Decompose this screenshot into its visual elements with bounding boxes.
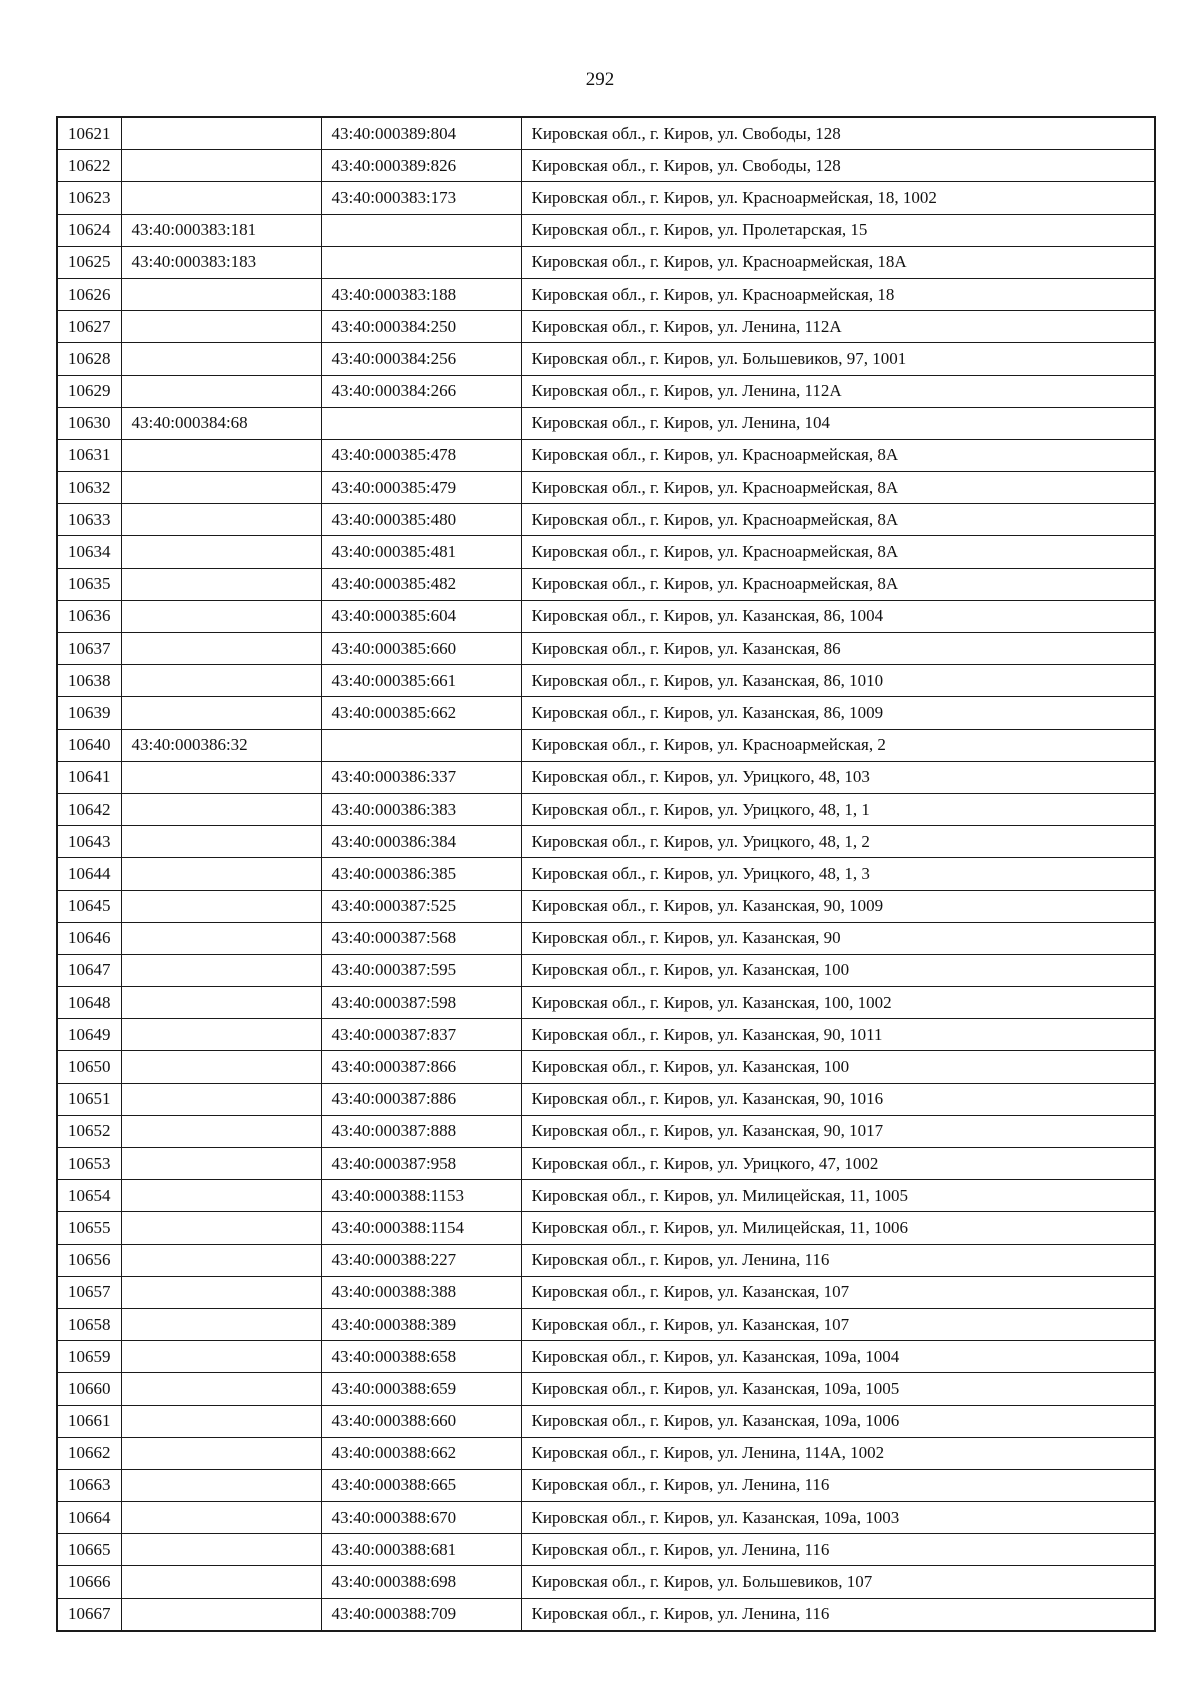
row-number-cell: 10636 bbox=[57, 600, 121, 632]
building-cadastral-cell: 43:40:000387:598 bbox=[321, 987, 521, 1019]
address-cell: Кировская обл., г. Киров, ул. Казанская, 100 bbox=[521, 1051, 1155, 1083]
address-cell: Кировская обл., г. Киров, ул. Казанская, 90, 1016 bbox=[521, 1083, 1155, 1115]
row-number-cell: 10645 bbox=[57, 890, 121, 922]
row-number-cell: 10647 bbox=[57, 954, 121, 986]
building-cadastral-cell: 43:40:000388:227 bbox=[321, 1244, 521, 1276]
table-row bbox=[57, 375, 1155, 407]
building-cadastral-cell: 43:40:000384:250 bbox=[321, 311, 521, 343]
address-cell: Кировская обл., г. Киров, ул. Ленина, 116 bbox=[521, 1244, 1155, 1276]
land-parcel-cadastral-cell bbox=[121, 343, 321, 375]
row-number-cell: 10648 bbox=[57, 987, 121, 1019]
address-cell: Кировская обл., г. Киров, ул. Казанская, 100, 1002 bbox=[521, 987, 1155, 1019]
row-number-cell: 10642 bbox=[57, 793, 121, 825]
land-parcel-cadastral-cell bbox=[121, 1244, 321, 1276]
building-cadastral-cell: 43:40:000389:826 bbox=[321, 150, 521, 182]
table-row bbox=[57, 117, 1155, 150]
address-cell: Кировская обл., г. Киров, ул. Ленина, 112А bbox=[521, 311, 1155, 343]
table-row bbox=[57, 1051, 1155, 1083]
land-parcel-cadastral-cell bbox=[121, 1437, 321, 1469]
address-cell: Кировская обл., г. Киров, ул. Красноармейская, 8А bbox=[521, 472, 1155, 504]
building-cadastral-cell: 43:40:000388:1153 bbox=[321, 1180, 521, 1212]
land-parcel-cadastral-cell bbox=[121, 1469, 321, 1501]
land-parcel-cadastral-cell bbox=[121, 1341, 321, 1373]
row-number-cell: 10654 bbox=[57, 1180, 121, 1212]
land-parcel-cadastral-cell bbox=[121, 633, 321, 665]
table-row bbox=[57, 504, 1155, 536]
building-cadastral-cell: 43:40:000388:662 bbox=[321, 1437, 521, 1469]
land-parcel-cadastral-cell bbox=[121, 568, 321, 600]
address-cell: Кировская обл., г. Киров, ул. Урицкого, 47, 1002 bbox=[521, 1148, 1155, 1180]
address-cell: Кировская обл., г. Киров, ул. Казанская, 109а, 1003 bbox=[521, 1502, 1155, 1534]
address-cell: Кировская обл., г. Киров, ул. Урицкого, 48, 103 bbox=[521, 761, 1155, 793]
land-parcel-cadastral-cell bbox=[121, 1115, 321, 1147]
row-number-cell: 10621 bbox=[57, 117, 121, 150]
address-cell: Кировская обл., г. Киров, ул. Большевиков, 97, 1001 bbox=[521, 343, 1155, 375]
row-number-cell: 10635 bbox=[57, 568, 121, 600]
table-row bbox=[57, 1566, 1155, 1598]
row-number-cell: 10653 bbox=[57, 1148, 121, 1180]
building-cadastral-cell: 43:40:000385:482 bbox=[321, 568, 521, 600]
row-number-cell: 10638 bbox=[57, 665, 121, 697]
building-cadastral-cell: 43:40:000385:480 bbox=[321, 504, 521, 536]
table-row bbox=[57, 278, 1155, 310]
row-number-cell: 10628 bbox=[57, 343, 121, 375]
address-cell: Кировская обл., г. Киров, ул. Ленина, 116 bbox=[521, 1598, 1155, 1631]
address-cell: Кировская обл., г. Киров, ул. Пролетарская, 15 bbox=[521, 214, 1155, 246]
address-cell: Кировская обл., г. Киров, ул. Урицкого, 48, 1, 3 bbox=[521, 858, 1155, 890]
table-row bbox=[57, 987, 1155, 1019]
row-number-cell: 10623 bbox=[57, 182, 121, 214]
table-row bbox=[57, 1341, 1155, 1373]
table-row bbox=[57, 761, 1155, 793]
row-number-cell: 10646 bbox=[57, 922, 121, 954]
row-number-cell: 10629 bbox=[57, 375, 121, 407]
page-number: 292 bbox=[585, 69, 615, 90]
table-row bbox=[57, 922, 1155, 954]
table-row bbox=[57, 1308, 1155, 1340]
address-cell: Кировская обл., г. Киров, ул. Ленина, 104 bbox=[521, 407, 1155, 439]
building-cadastral-cell: 43:40:000385:478 bbox=[321, 439, 521, 471]
table-row bbox=[57, 1180, 1155, 1212]
land-parcel-cadastral-cell bbox=[121, 1502, 321, 1534]
building-cadastral-cell: 43:40:000388:389 bbox=[321, 1308, 521, 1340]
table-row bbox=[57, 1276, 1155, 1308]
table-row bbox=[57, 1405, 1155, 1437]
land-parcel-cadastral-cell bbox=[121, 987, 321, 1019]
table-row bbox=[57, 1083, 1155, 1115]
building-cadastral-cell: 43:40:000389:804 bbox=[321, 117, 521, 150]
table-row bbox=[57, 1019, 1155, 1051]
row-number-cell: 10626 bbox=[57, 278, 121, 310]
row-number-cell: 10639 bbox=[57, 697, 121, 729]
land-parcel-cadastral-cell bbox=[121, 182, 321, 214]
row-number-cell: 10649 bbox=[57, 1019, 121, 1051]
address-cell: Кировская обл., г. Киров, ул. Ленина, 116 bbox=[521, 1469, 1155, 1501]
building-cadastral-cell bbox=[321, 407, 521, 439]
row-number-cell: 10622 bbox=[57, 150, 121, 182]
address-cell: Кировская обл., г. Киров, ул. Урицкого, 48, 1, 1 bbox=[521, 793, 1155, 825]
row-number-cell: 10657 bbox=[57, 1276, 121, 1308]
table-row bbox=[57, 1598, 1155, 1631]
land-parcel-cadastral-cell bbox=[121, 1051, 321, 1083]
table-row bbox=[57, 311, 1155, 343]
building-cadastral-cell: 43:40:000387:525 bbox=[321, 890, 521, 922]
building-cadastral-cell: 43:40:000388:658 bbox=[321, 1341, 521, 1373]
row-number-cell: 10631 bbox=[57, 439, 121, 471]
table-row bbox=[57, 1469, 1155, 1501]
row-number-cell: 10652 bbox=[57, 1115, 121, 1147]
land-parcel-cadastral-cell bbox=[121, 665, 321, 697]
table-row bbox=[57, 536, 1155, 568]
land-parcel-cadastral-cell bbox=[121, 761, 321, 793]
land-parcel-cadastral-cell bbox=[121, 375, 321, 407]
address-cell: Кировская обл., г. Киров, ул. Большевиков, 107 bbox=[521, 1566, 1155, 1598]
table-row bbox=[57, 1534, 1155, 1566]
building-cadastral-cell: 43:40:000388:670 bbox=[321, 1502, 521, 1534]
land-parcel-cadastral-cell bbox=[121, 1405, 321, 1437]
building-cadastral-cell: 43:40:000387:866 bbox=[321, 1051, 521, 1083]
row-number-cell: 10625 bbox=[57, 246, 121, 278]
land-parcel-cadastral-cell: 43:40:000386:32 bbox=[121, 729, 321, 761]
land-parcel-cadastral-cell bbox=[121, 954, 321, 986]
land-parcel-cadastral-cell bbox=[121, 1566, 321, 1598]
address-cell: Кировская обл., г. Киров, ул. Казанская, 109а, 1006 bbox=[521, 1405, 1155, 1437]
table-row bbox=[57, 1115, 1155, 1147]
building-cadastral-cell: 43:40:000387:888 bbox=[321, 1115, 521, 1147]
building-cadastral-cell: 43:40:000383:173 bbox=[321, 182, 521, 214]
land-parcel-cadastral-cell bbox=[121, 439, 321, 471]
building-cadastral-cell: 43:40:000384:266 bbox=[321, 375, 521, 407]
table-row bbox=[57, 1502, 1155, 1534]
row-number-cell: 10641 bbox=[57, 761, 121, 793]
table-row bbox=[57, 793, 1155, 825]
building-cadastral-cell bbox=[321, 729, 521, 761]
building-cadastral-cell: 43:40:000385:660 bbox=[321, 633, 521, 665]
address-cell: Кировская обл., г. Киров, ул. Красноармейская, 18А bbox=[521, 246, 1155, 278]
table-row bbox=[57, 407, 1155, 439]
building-cadastral-cell: 43:40:000384:256 bbox=[321, 343, 521, 375]
address-cell: Кировская обл., г. Киров, ул. Казанская, 90 bbox=[521, 922, 1155, 954]
row-number-cell: 10661 bbox=[57, 1405, 121, 1437]
building-cadastral-cell: 43:40:000387:837 bbox=[321, 1019, 521, 1051]
building-cadastral-cell: 43:40:000387:568 bbox=[321, 922, 521, 954]
land-parcel-cadastral-cell bbox=[121, 1373, 321, 1405]
building-cadastral-cell: 43:40:000388:681 bbox=[321, 1534, 521, 1566]
building-cadastral-cell: 43:40:000388:659 bbox=[321, 1373, 521, 1405]
row-number-cell: 10643 bbox=[57, 826, 121, 858]
row-number-cell: 10662 bbox=[57, 1437, 121, 1469]
row-number-cell: 10651 bbox=[57, 1083, 121, 1115]
row-number-cell: 10666 bbox=[57, 1566, 121, 1598]
building-cadastral-cell: 43:40:000385:479 bbox=[321, 472, 521, 504]
building-cadastral-cell: 43:40:000388:660 bbox=[321, 1405, 521, 1437]
building-cadastral-cell: 43:40:000386:384 bbox=[321, 826, 521, 858]
table-row bbox=[57, 826, 1155, 858]
registry-table-body bbox=[57, 117, 1155, 1631]
building-cadastral-cell: 43:40:000388:698 bbox=[321, 1566, 521, 1598]
land-parcel-cadastral-cell bbox=[121, 1276, 321, 1308]
table-row bbox=[57, 150, 1155, 182]
address-cell: Кировская обл., г. Киров, ул. Красноармейская, 18, 1002 bbox=[521, 182, 1155, 214]
building-cadastral-cell: 43:40:000387:595 bbox=[321, 954, 521, 986]
row-number-cell: 10667 bbox=[57, 1598, 121, 1631]
row-number-cell: 10664 bbox=[57, 1502, 121, 1534]
building-cadastral-cell: 43:40:000386:337 bbox=[321, 761, 521, 793]
address-cell: Кировская обл., г. Киров, ул. Казанская, 90, 1017 bbox=[521, 1115, 1155, 1147]
address-cell: Кировская обл., г. Киров, ул. Красноармейская, 8А bbox=[521, 504, 1155, 536]
row-number-cell: 10627 bbox=[57, 311, 121, 343]
table-row bbox=[57, 1148, 1155, 1180]
address-cell: Кировская обл., г. Киров, ул. Казанская, 86, 1004 bbox=[521, 600, 1155, 632]
address-cell: Кировская обл., г. Киров, ул. Милицейская, 11, 1006 bbox=[521, 1212, 1155, 1244]
address-cell: Кировская обл., г. Киров, ул. Казанская, 100 bbox=[521, 954, 1155, 986]
building-cadastral-cell: 43:40:000385:604 bbox=[321, 600, 521, 632]
address-cell: Кировская обл., г. Киров, ул. Свободы, 128 bbox=[521, 150, 1155, 182]
row-number-cell: 10634 bbox=[57, 536, 121, 568]
building-cadastral-cell: 43:40:000385:661 bbox=[321, 665, 521, 697]
building-cadastral-cell: 43:40:000387:958 bbox=[321, 1148, 521, 1180]
land-parcel-cadastral-cell bbox=[121, 858, 321, 890]
building-cadastral-cell: 43:40:000388:388 bbox=[321, 1276, 521, 1308]
address-cell: Кировская обл., г. Киров, ул. Милицейская, 11, 1005 bbox=[521, 1180, 1155, 1212]
address-cell: Кировская обл., г. Киров, ул. Свободы, 128 bbox=[521, 117, 1155, 150]
building-cadastral-cell: 43:40:000387:886 bbox=[321, 1083, 521, 1115]
registry-table bbox=[56, 116, 1156, 1632]
table-row bbox=[57, 246, 1155, 278]
land-parcel-cadastral-cell bbox=[121, 278, 321, 310]
building-cadastral-cell: 43:40:000385:662 bbox=[321, 697, 521, 729]
table-row bbox=[57, 182, 1155, 214]
row-number-cell: 10633 bbox=[57, 504, 121, 536]
address-cell: Кировская обл., г. Киров, ул. Красноармейская, 8А bbox=[521, 568, 1155, 600]
land-parcel-cadastral-cell bbox=[121, 600, 321, 632]
table-row bbox=[57, 697, 1155, 729]
table-row bbox=[57, 1244, 1155, 1276]
row-number-cell: 10660 bbox=[57, 1373, 121, 1405]
land-parcel-cadastral-cell bbox=[121, 1083, 321, 1115]
building-cadastral-cell: 43:40:000388:665 bbox=[321, 1469, 521, 1501]
land-parcel-cadastral-cell: 43:40:000383:181 bbox=[121, 214, 321, 246]
address-cell: Кировская обл., г. Киров, ул. Ленина, 114А, 1002 bbox=[521, 1437, 1155, 1469]
building-cadastral-cell: 43:40:000388:709 bbox=[321, 1598, 521, 1631]
land-parcel-cadastral-cell bbox=[121, 1180, 321, 1212]
address-cell: Кировская обл., г. Киров, ул. Красноармейская, 2 bbox=[521, 729, 1155, 761]
row-number-cell: 10665 bbox=[57, 1534, 121, 1566]
table-row bbox=[57, 890, 1155, 922]
land-parcel-cadastral-cell bbox=[121, 1212, 321, 1244]
land-parcel-cadastral-cell: 43:40:000383:183 bbox=[121, 246, 321, 278]
land-parcel-cadastral-cell bbox=[121, 311, 321, 343]
address-cell: Кировская обл., г. Киров, ул. Казанская, 107 bbox=[521, 1308, 1155, 1340]
address-cell: Кировская обл., г. Киров, ул. Казанская, 86 bbox=[521, 633, 1155, 665]
row-number-cell: 10640 bbox=[57, 729, 121, 761]
building-cadastral-cell bbox=[321, 214, 521, 246]
row-number-cell: 10637 bbox=[57, 633, 121, 665]
address-cell: Кировская обл., г. Киров, ул. Казанская, 86, 1010 bbox=[521, 665, 1155, 697]
building-cadastral-cell: 43:40:000385:481 bbox=[321, 536, 521, 568]
land-parcel-cadastral-cell bbox=[121, 1598, 321, 1631]
table-row bbox=[57, 954, 1155, 986]
row-number-cell: 10655 bbox=[57, 1212, 121, 1244]
land-parcel-cadastral-cell bbox=[121, 922, 321, 954]
building-cadastral-cell: 43:40:000383:188 bbox=[321, 278, 521, 310]
address-cell: Кировская обл., г. Киров, ул. Красноармейская, 8А bbox=[521, 439, 1155, 471]
land-parcel-cadastral-cell bbox=[121, 697, 321, 729]
address-cell: Кировская обл., г. Киров, ул. Ленина, 112А bbox=[521, 375, 1155, 407]
building-cadastral-cell: 43:40:000386:383 bbox=[321, 793, 521, 825]
address-cell: Кировская обл., г. Киров, ул. Красноармейская, 18 bbox=[521, 278, 1155, 310]
table-row bbox=[57, 729, 1155, 761]
land-parcel-cadastral-cell bbox=[121, 826, 321, 858]
building-cadastral-cell: 43:40:000388:1154 bbox=[321, 1212, 521, 1244]
address-cell: Кировская обл., г. Киров, ул. Урицкого, 48, 1, 2 bbox=[521, 826, 1155, 858]
row-number-cell: 10659 bbox=[57, 1341, 121, 1373]
row-number-cell: 10644 bbox=[57, 858, 121, 890]
address-cell: Кировская обл., г. Киров, ул. Красноармейская, 8А bbox=[521, 536, 1155, 568]
table-row bbox=[57, 472, 1155, 504]
table-row bbox=[57, 665, 1155, 697]
row-number-cell: 10632 bbox=[57, 472, 121, 504]
row-number-cell: 10663 bbox=[57, 1469, 121, 1501]
row-number-cell: 10650 bbox=[57, 1051, 121, 1083]
table-row bbox=[57, 1373, 1155, 1405]
table-row bbox=[57, 1212, 1155, 1244]
land-parcel-cadastral-cell bbox=[121, 793, 321, 825]
address-cell: Кировская обл., г. Киров, ул. Казанская, 86, 1009 bbox=[521, 697, 1155, 729]
land-parcel-cadastral-cell bbox=[121, 1148, 321, 1180]
address-cell: Кировская обл., г. Киров, ул. Ленина, 116 bbox=[521, 1534, 1155, 1566]
table-row bbox=[57, 568, 1155, 600]
land-parcel-cadastral-cell bbox=[121, 1019, 321, 1051]
row-number-cell: 10656 bbox=[57, 1244, 121, 1276]
land-parcel-cadastral-cell bbox=[121, 504, 321, 536]
land-parcel-cadastral-cell bbox=[121, 150, 321, 182]
table-row bbox=[57, 439, 1155, 471]
address-cell: Кировская обл., г. Киров, ул. Казанская, 109а, 1005 bbox=[521, 1373, 1155, 1405]
table-row bbox=[57, 1437, 1155, 1469]
building-cadastral-cell bbox=[321, 246, 521, 278]
address-cell: Кировская обл., г. Киров, ул. Казанская, 90, 1009 bbox=[521, 890, 1155, 922]
land-parcel-cadastral-cell: 43:40:000384:68 bbox=[121, 407, 321, 439]
row-number-cell: 10624 bbox=[57, 214, 121, 246]
row-number-cell: 10630 bbox=[57, 407, 121, 439]
land-parcel-cadastral-cell bbox=[121, 1534, 321, 1566]
table-row bbox=[57, 600, 1155, 632]
land-parcel-cadastral-cell bbox=[121, 890, 321, 922]
land-parcel-cadastral-cell bbox=[121, 536, 321, 568]
address-cell: Кировская обл., г. Киров, ул. Казанская, 90, 1011 bbox=[521, 1019, 1155, 1051]
land-parcel-cadastral-cell bbox=[121, 1308, 321, 1340]
table-row bbox=[57, 633, 1155, 665]
land-parcel-cadastral-cell bbox=[121, 117, 321, 150]
row-number-cell: 10658 bbox=[57, 1308, 121, 1340]
building-cadastral-cell: 43:40:000386:385 bbox=[321, 858, 521, 890]
land-parcel-cadastral-cell bbox=[121, 472, 321, 504]
table-row bbox=[57, 214, 1155, 246]
address-cell: Кировская обл., г. Киров, ул. Казанская, 107 bbox=[521, 1276, 1155, 1308]
table-row bbox=[57, 858, 1155, 890]
table-row bbox=[57, 343, 1155, 375]
address-cell: Кировская обл., г. Киров, ул. Казанская, 109а, 1004 bbox=[521, 1341, 1155, 1373]
